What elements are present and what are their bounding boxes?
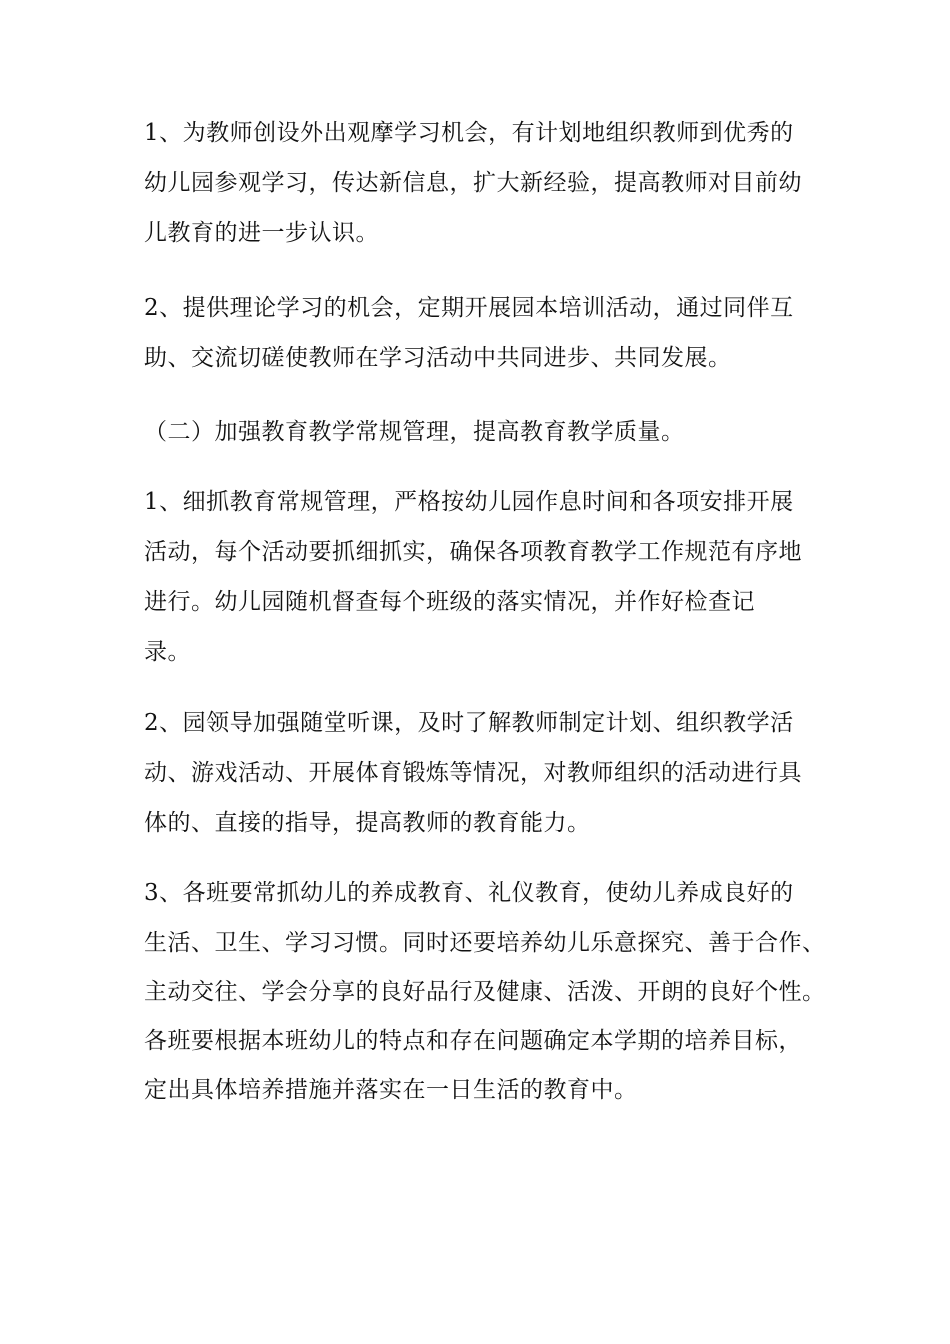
paragraph-5-line-2: 生活、卫生、学习习惯。同时还要培养幼儿乐意探究、善于合作、 (144, 930, 826, 956)
paragraph-1-line-3: 儿教育的进一步认识。 (144, 220, 379, 246)
paragraph-5-line-1: 3、各班要常抓幼儿的养成教育、礼仪教育，使幼儿养成良好的 (144, 880, 794, 906)
paragraph-5-line-4: 各班要根据本班幼儿的特点和存在问题确定本学期的培养目标， (144, 1028, 802, 1054)
paragraph-5-line-5: 定出具体培养措施并落实在一日生活的教育中。 (144, 1077, 638, 1103)
paragraph-4-line-2: 动、游戏活动、开展体育锻炼等情况，对教师组织的活动进行具 (144, 760, 802, 786)
paragraph-4-line-3: 体的、直接的指导，提高教师的教育能力。 (144, 810, 591, 836)
paragraph-1-line-1: 1、为教师创设外出观摩学习机会，有计划地组织教师到优秀的 (144, 120, 794, 146)
paragraph-3-line-3: 进行。幼儿园随机督查每个班级的落实情况，并作好检查记 (144, 589, 755, 615)
paragraph-5-line-3: 主动交往、学会分享的良好品行及健康、活泼、开朗的良好个性。 (144, 979, 826, 1005)
paragraph-4-line-1: 2、园领导加强随堂听课，及时了解教师制定计划、组织教学活 (144, 710, 794, 736)
paragraph-2-line-1: 2、提供理论学习的机会，定期开展园本培训活动，通过同伴互 (144, 295, 794, 321)
paragraph-3-line-1: 1、细抓教育常规管理，严格按幼儿园作息时间和各项安排开展 (144, 489, 794, 515)
paragraph-3-line-4: 录。 (144, 639, 191, 665)
paragraph-3-line-2: 活动，每个活动要抓细抓实，确保各项教育教学工作规范有序地 (144, 539, 802, 565)
section-heading: （二）加强教育教学常规管理，提高教育教学质量。 (144, 419, 685, 445)
paragraph-1-line-2: 幼儿园参观学习，传达新信息，扩大新经验，提高教师对目前幼 (144, 170, 802, 196)
paragraph-2-line-2: 助、交流切磋使教师在学习活动中共同进步、共同发展。 (144, 345, 732, 371)
